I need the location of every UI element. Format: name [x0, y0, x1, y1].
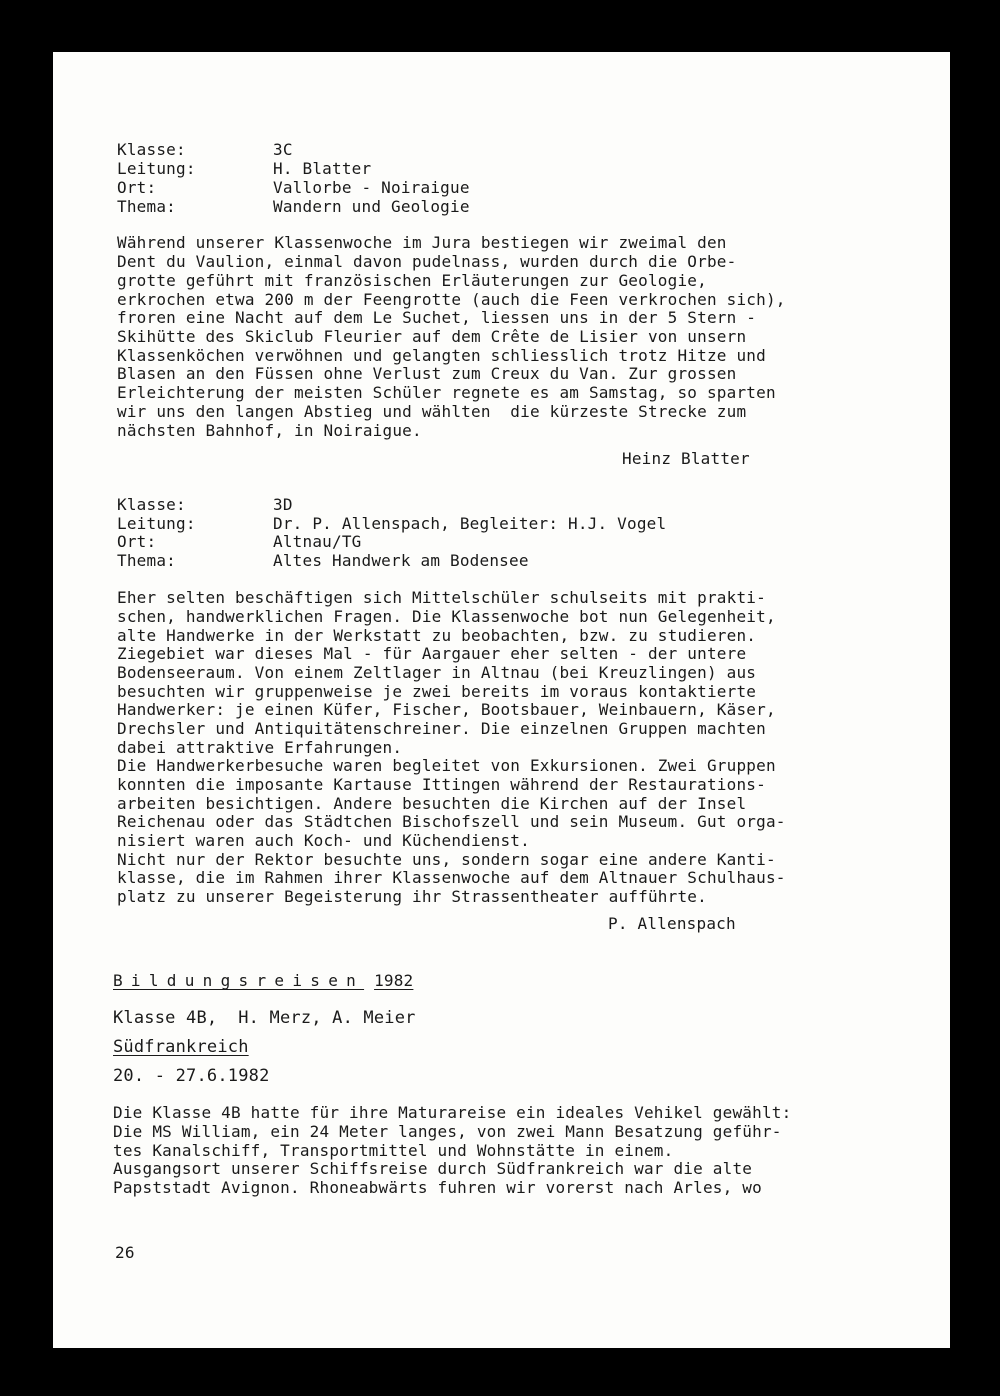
- text-line: Während unserer Klassenwoche im Jura bestiegen wir zweimal den: [117, 233, 727, 252]
- value-leitung: Dr. P. Allenspach, Begleiter: H.J. Vogel: [273, 514, 667, 533]
- text-line: Papststadt Avignon. Rhoneabwärts fuhren wir vorerst nach Arles, wo: [113, 1178, 762, 1197]
- text-line: nächsten Bahnhof, in Noiraigue.: [117, 421, 422, 440]
- value-ort: Vallorbe - Noiraigue: [273, 178, 470, 197]
- value-leitung: H. Blatter: [273, 159, 372, 178]
- text-line: besuchten wir gruppenweise je zwei bereits im voraus kontaktierte: [117, 682, 757, 701]
- text-line: Die MS William, ein 24 Meter langes, von zwei Mann Besatzung geführ-: [113, 1122, 782, 1141]
- destination-title: Südfrankreich: [113, 1037, 249, 1057]
- text-line: tes Kanalschiff, Transportmittel und Wohnstätte in einem.: [113, 1141, 674, 1160]
- text-line: Klassenköchen verwöhnen und gelangten schliesslich trotz Hitze und: [117, 346, 766, 365]
- signature-p-allenspach: P. Allenspach: [608, 914, 736, 933]
- text-line: Blasen an den Füssen ohne Verlust zum Creux du Van. Zur grossen: [117, 364, 737, 383]
- text-line: Ziegebiet war dieses Mal - für Aargauer eher selten - der untere: [117, 644, 747, 663]
- heading-year: 1982: [374, 971, 414, 990]
- value-ort: Altnau/TG: [273, 532, 362, 551]
- label-thema: Thema:: [117, 197, 176, 216]
- text-line: schen, handwerklichen Fragen. Die Klassenwoche bot nun Gelegenheit,: [117, 607, 776, 626]
- text-line: Die Handwerkerbesuche waren begleitet von Exkursionen. Zwei Gruppen: [117, 756, 776, 775]
- page-number: 26: [115, 1243, 135, 1262]
- value-thema: Wandern und Geologie: [273, 197, 470, 216]
- label-ort: Ort:: [117, 178, 157, 197]
- text-line: grotte geführt mit französischen Erläuterungen zur Geologie,: [117, 271, 707, 290]
- label-leitung: Leitung:: [117, 159, 196, 178]
- text-line: erkrochen etwa 200 m der Feengrotte (auch die Feen verkrochen sich),: [117, 290, 786, 309]
- label-klasse: Klasse:: [117, 140, 186, 159]
- text-line: nisiert waren auch Koch- und Küchendienst.: [117, 831, 530, 850]
- text-line: klasse, die im Rahmen ihrer Klassenwoche auf dem Altnauer Schulhaus-: [117, 868, 786, 887]
- text-line: alte Handwerke in der Werkstatt zu beobachten, bzw. zu studieren.: [117, 626, 757, 645]
- class-line-4b: Klasse 4B, H. Merz, A. Meier: [113, 1008, 416, 1028]
- signature-heinz-blatter: Heinz Blatter: [622, 449, 750, 468]
- value-klasse: 3C: [273, 140, 293, 159]
- document-page: [53, 52, 950, 1348]
- text-line: Skihütte des Skiclub Fleurier auf dem Crête de Lisier von unsern: [117, 327, 747, 346]
- text-line: konnten die imposante Kartause Ittingen während der Restaurations-: [117, 775, 766, 794]
- text-line: Dent du Vaulion, einmal davon pudelnass, wurden durch die Orbe-: [117, 252, 737, 271]
- label-ort: Ort:: [117, 532, 157, 551]
- label-klasse: Klasse:: [117, 495, 186, 514]
- text-line: Handwerker: je einen Küfer, Fischer, Bootsbauer, Weinbauern, Käser,: [117, 700, 776, 719]
- text-line: Die Klasse 4B hatte für ihre Maturareise ein ideales Vehikel gewählt:: [113, 1103, 792, 1122]
- text-line: platz zu unserer Begeisterung ihr Strassentheater aufführte.: [117, 887, 707, 906]
- value-thema: Altes Handwerk am Bodensee: [273, 551, 529, 570]
- label-leitung: Leitung:: [117, 514, 196, 533]
- heading-bildungsreisen: Bildungsreisen: [113, 971, 365, 990]
- label-thema: Thema:: [117, 551, 176, 570]
- trip-dates: 20. - 27.6.1982: [113, 1066, 270, 1086]
- text-line: Bodenseeraum. Von einem Zeltlager in Altnau (bei Kreuzlingen) aus: [117, 663, 757, 682]
- text-line: dabei attraktive Erfahrungen.: [117, 738, 403, 757]
- text-line: Reichenau oder das Städtchen Bischofszell und sein Museum. Gut orga-: [117, 812, 786, 831]
- text-line: Drechsler und Antiquitätenschreiner. Die einzelnen Gruppen machten: [117, 719, 766, 738]
- text-line: Ausgangsort unserer Schiffsreise durch Südfrankreich war die alte: [113, 1159, 753, 1178]
- text-line: Eher selten beschäftigen sich Mittelschüler schulseits mit prakti-: [117, 588, 766, 607]
- text-line: arbeiten besichtigen. Andere besuchten die Kirchen auf der Insel: [117, 794, 747, 813]
- value-klasse: 3D: [273, 495, 293, 514]
- bildungsreisen-heading: [113, 971, 413, 991]
- text-line: Erleichterung der meisten Schüler regnete es am Samstag, so sparten: [117, 383, 776, 402]
- text-line: froren eine Nacht auf dem Le Suchet, liessen uns in der 5 Stern -: [117, 308, 757, 327]
- text-line: Nicht nur der Rektor besuchte uns, sondern sogar eine andere Kanti-: [117, 850, 776, 869]
- text-line: wir uns den langen Abstieg und wählten die kürzeste Strecke zum: [117, 402, 747, 421]
